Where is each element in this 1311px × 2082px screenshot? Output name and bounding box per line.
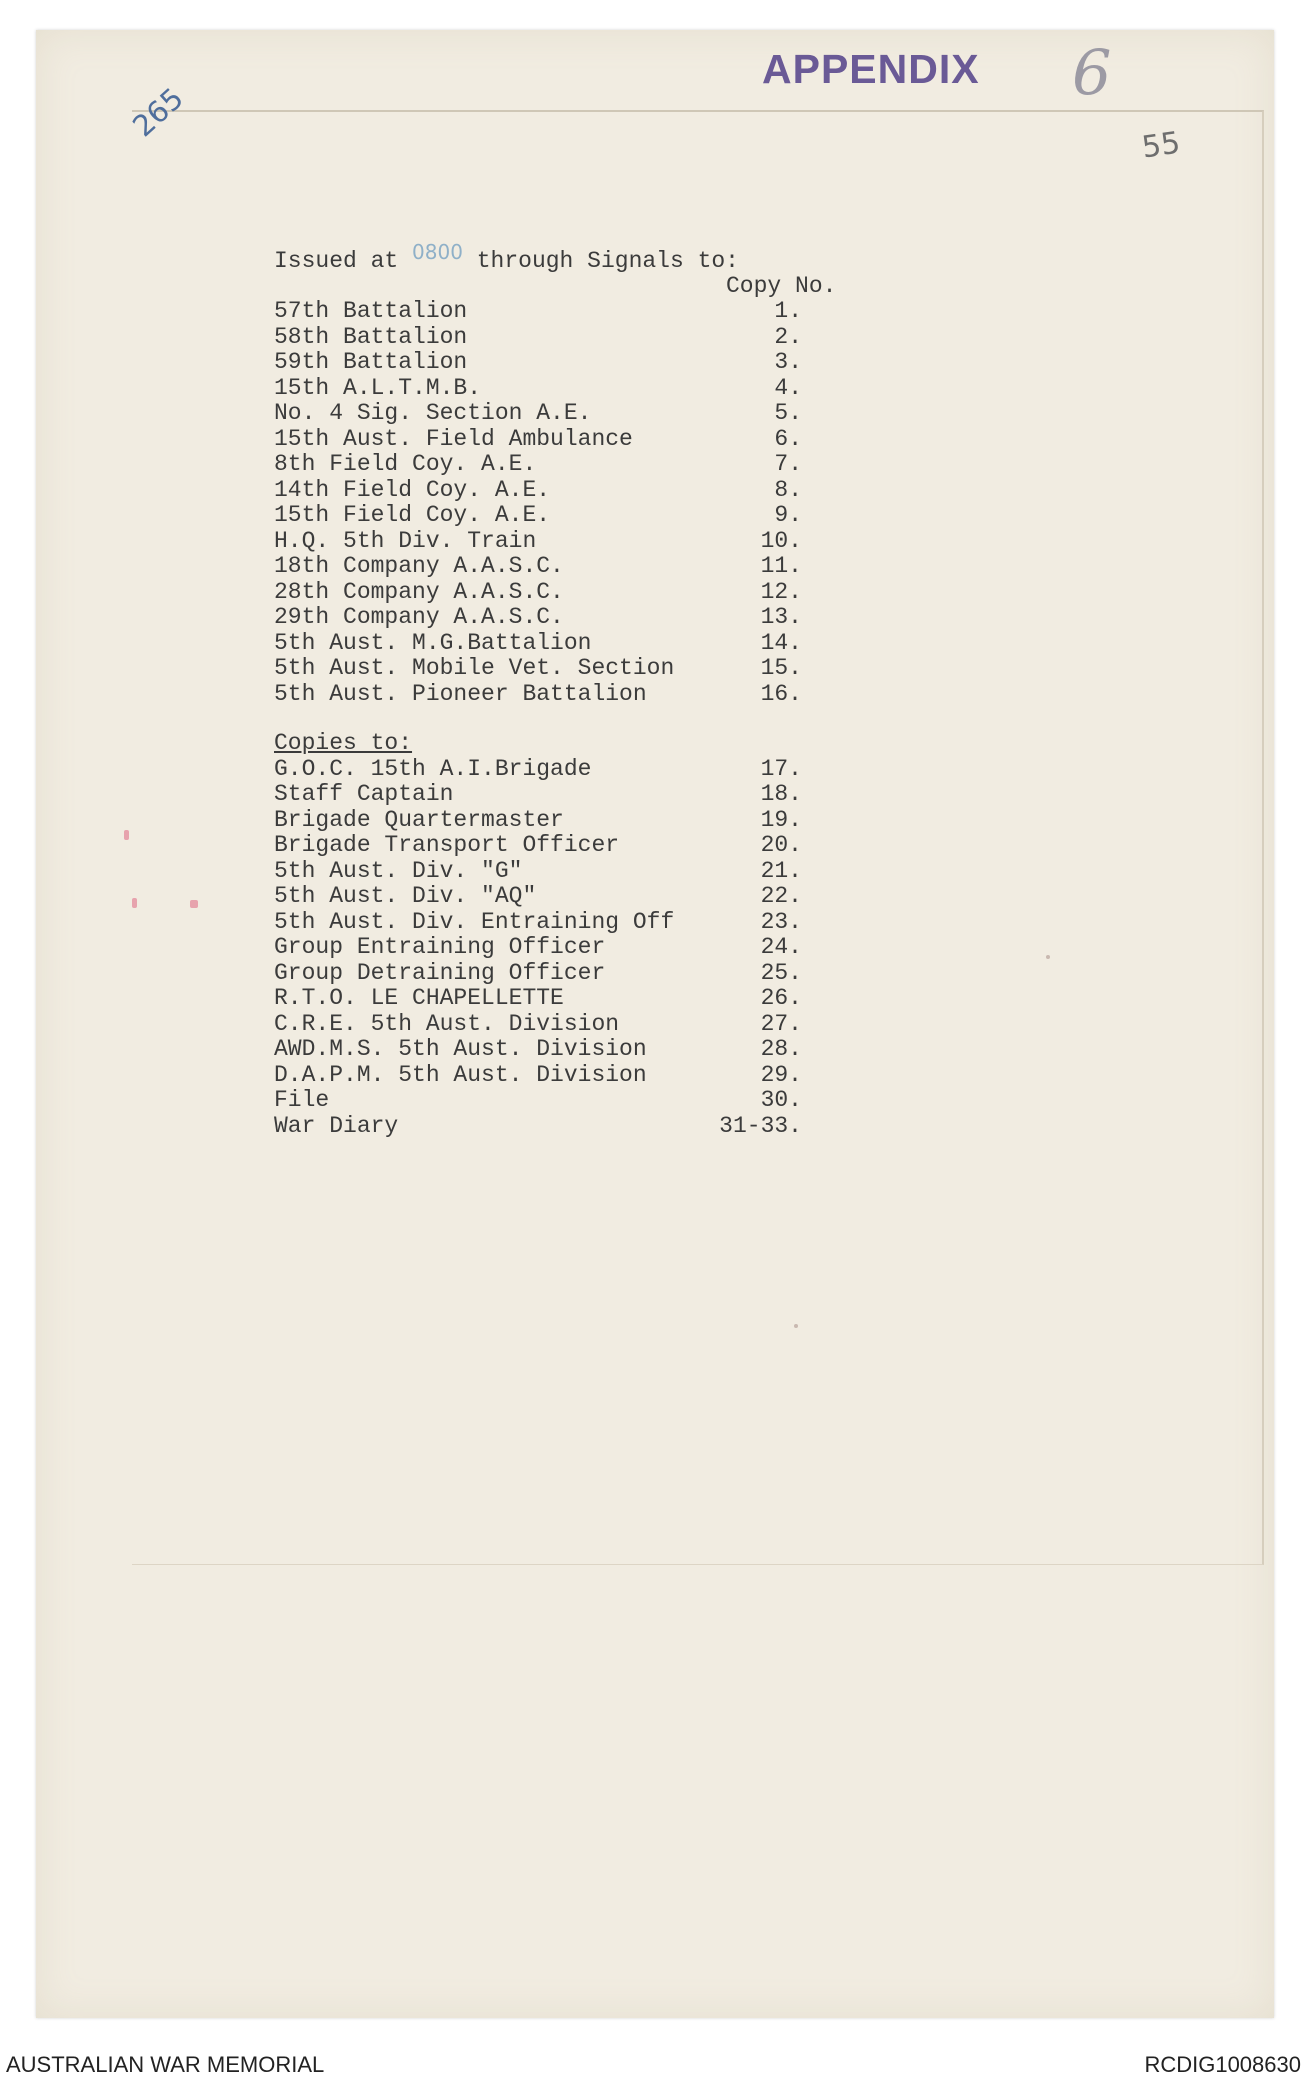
copy-number: 13. <box>760 604 802 630</box>
copy-number: 14. <box>760 629 802 656</box>
list-item <box>274 299 874 325</box>
unit-name: 14th Field Coy. A.E. <box>274 476 551 503</box>
unit-name: 59th Battalion <box>274 349 468 375</box>
paper-speck <box>1046 955 1050 959</box>
copies-to-heading: Copies to: <box>274 730 413 756</box>
issued-time-handwritten: 0800 <box>412 240 463 264</box>
list-item <box>274 757 874 783</box>
list-item <box>274 859 874 885</box>
copy-number: 9. <box>774 502 802 528</box>
list-item <box>274 961 874 987</box>
folio-number-left: 265 <box>126 80 190 144</box>
list-item <box>274 782 874 808</box>
unit-name: 15th Field Coy. A.E. <box>274 502 551 528</box>
copy-number: 20. <box>760 832 802 858</box>
copy-number: 1. <box>774 298 802 324</box>
section-gap <box>274 707 874 731</box>
copy-number: 7. <box>774 451 802 477</box>
copy-number: 17. <box>760 755 802 782</box>
unit-name: 15th A.L.T.M.B. <box>274 374 482 401</box>
recipient-name: Group Detraining Officer <box>274 959 606 986</box>
paper-speck <box>794 1324 798 1328</box>
recipient-name: 5th Aust. Div. "G" <box>274 857 523 884</box>
recipient-name: Staff Captain <box>274 781 454 807</box>
list-item <box>274 350 874 376</box>
folio-number-right: 55 <box>1139 125 1183 166</box>
issued-line <box>274 240 874 274</box>
list-item <box>274 401 874 427</box>
unit-name: 28th Company A.A.S.C. <box>274 578 564 605</box>
list-item <box>274 478 874 504</box>
list-item <box>274 427 874 453</box>
list-item <box>274 503 874 529</box>
copy-number: 30. <box>760 1087 802 1113</box>
recipient-name: R.T.O. LE CHAPELLETTE <box>274 985 564 1011</box>
archive-credit: AUSTRALIAN WAR MEMORIAL <box>6 2052 325 2077</box>
list-item <box>274 986 874 1012</box>
recipient-name: C.R.E. 5th Aust. Division <box>274 1010 620 1037</box>
list-item <box>274 884 874 910</box>
list-item <box>274 376 874 402</box>
recipient-name: Brigade Quartermaster <box>274 806 564 833</box>
copies-to-list <box>274 757 874 1140</box>
handwritten-appendix-number: 6 <box>1072 36 1112 109</box>
unit-name: No. 4 Sig. Section A.E. <box>274 400 592 426</box>
copy-number: 19. <box>760 806 802 833</box>
recipient-name: War Diary <box>274 1112 399 1139</box>
copy-number: 16. <box>760 680 802 707</box>
copy-number: 22. <box>760 883 802 909</box>
copy-number: 23. <box>760 908 802 935</box>
ink-mark <box>190 900 198 908</box>
list-item <box>274 580 874 606</box>
recipient-name: D.A.P.M. 5th Aust. Division <box>274 1061 647 1088</box>
list-item <box>274 833 874 859</box>
list-item <box>274 808 874 834</box>
issued-prefix: Issued at <box>274 248 413 274</box>
list-item <box>274 1037 874 1063</box>
copy-number: 6. <box>774 425 802 452</box>
unit-name: 58th Battalion <box>274 323 468 350</box>
copy-number: 31-33. <box>719 1112 802 1139</box>
unit-name: 57th Battalion <box>274 298 468 324</box>
list-item <box>274 935 874 961</box>
list-item <box>274 1063 874 1089</box>
copy-number-header: Copy No. <box>726 272 837 299</box>
unit-name: 29th Company A.A.S.C. <box>274 604 564 630</box>
list-item <box>274 910 874 936</box>
recipient-name: File <box>274 1087 330 1113</box>
list-item <box>274 325 874 351</box>
copy-number: 28. <box>760 1036 802 1062</box>
copy-number: 26. <box>760 985 802 1011</box>
copy-number: 15. <box>760 655 802 681</box>
unit-name: H.Q. 5th Div. Train <box>274 527 537 554</box>
copy-number: 18. <box>760 781 802 807</box>
list-item <box>274 1114 874 1140</box>
unit-name: 5th Aust. Mobile Vet. Section <box>274 655 675 681</box>
list-item <box>274 554 874 580</box>
copy-number: 8. <box>774 476 802 503</box>
archive-reference: RCDIG1008630 <box>1144 2052 1301 2077</box>
issued-suffix: through Signals to: <box>462 248 739 274</box>
typed-distribution-list <box>274 240 874 1139</box>
copy-number: 24. <box>760 934 802 960</box>
recipient-name: AWD.M.S. 5th Aust. Division <box>274 1036 647 1062</box>
recipient-name: G.O.C. 15th A.I.Brigade <box>274 755 592 782</box>
copy-number: 4. <box>774 374 802 401</box>
copy-number: 27. <box>760 1010 802 1037</box>
list-item <box>274 605 874 631</box>
unit-name: 5th Aust. M.G.Battalion <box>274 629 592 656</box>
copy-number: 3. <box>774 349 802 375</box>
copy-number: 25. <box>760 959 802 986</box>
copy-number: 5. <box>774 400 802 426</box>
recipient-name: Group Entraining Officer <box>274 934 606 960</box>
copy-number: 11. <box>760 553 802 579</box>
copy-number: 21. <box>760 857 802 884</box>
recipient-name: 5th Aust. Div. Entraining Off <box>274 908 675 935</box>
list-item <box>274 529 874 555</box>
copy-number: 29. <box>760 1061 802 1088</box>
unit-name: 18th Company A.A.S.C. <box>274 553 564 579</box>
list-item <box>274 631 874 657</box>
list-item <box>274 1088 874 1114</box>
recipient-name: 5th Aust. Div. "AQ" <box>274 883 537 909</box>
unit-name: 5th Aust. Pioneer Battalion <box>274 680 647 707</box>
unit-name: 15th Aust. Field Ambulance <box>274 425 633 452</box>
list-item <box>274 656 874 682</box>
copy-number: 12. <box>760 578 802 605</box>
recipient-name: Brigade Transport Officer <box>274 832 620 858</box>
copy-number: 2. <box>774 323 802 350</box>
appendix-stamp: APPENDIX <box>762 46 980 92</box>
list-item <box>274 682 874 708</box>
copy-number: 10. <box>760 527 802 554</box>
list-item <box>274 452 874 478</box>
ink-mark <box>132 898 137 908</box>
list-item <box>274 1012 874 1038</box>
ink-mark <box>124 830 129 840</box>
unit-name: 8th Field Coy. A.E. <box>274 451 537 477</box>
distribution-list <box>274 299 874 707</box>
